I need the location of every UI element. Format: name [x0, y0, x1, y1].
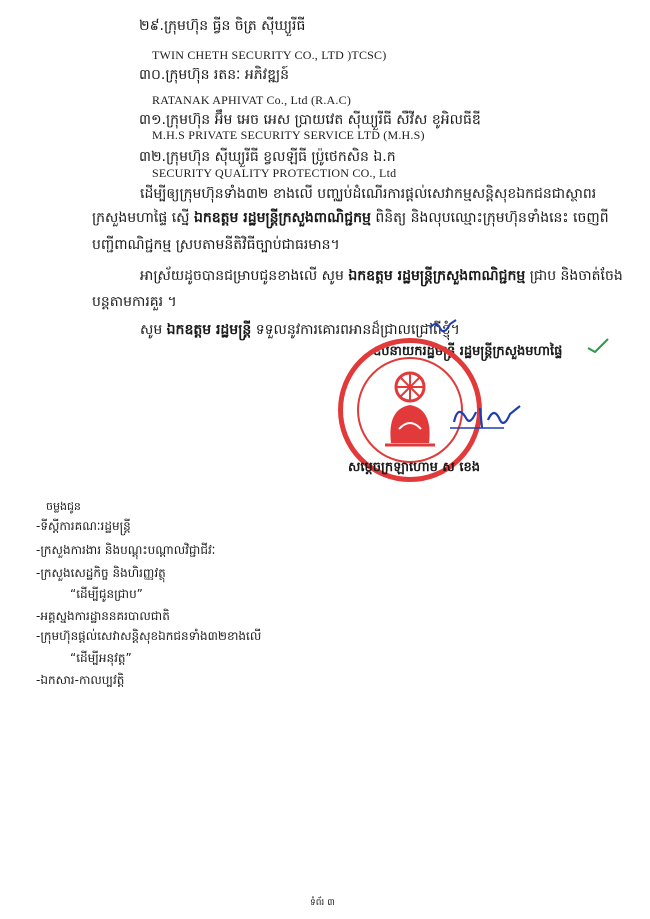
cc-note: “ដើម្បីជូនជ្រាប”: [70, 587, 143, 601]
company-29-kh: ២៩.ក្រុមហ៊ុន ធ្វីន ចិត្រ ស៊ីឃ្យួរីធី: [139, 18, 306, 34]
signatory-title: ឧបនាយករដ្ឋមន្ត្រី រដ្ឋមន្ត្រីក្រសួងមហាផ្ទៃ: [373, 344, 563, 359]
para2-line2: បន្តតាមការគួរ ។: [92, 294, 177, 310]
signatory-name: សម្តេចក្រឡាហោម ស ខេង: [348, 460, 480, 475]
pen-tick-mark: [585, 336, 611, 356]
cc-item: -ក្រសួងការងារ និងបណ្តុះបណ្តាលវិជ្ជាជីវៈ: [36, 543, 216, 557]
para1-line3: បញ្ជីពាណិជ្ជកម្ម ស្របតាមនីតិវិធីច្បាប់ជាធរមាន។: [92, 237, 340, 253]
minister-commerce-title: ឯកឧត្តម រដ្ឋមន្ត្រីក្រសួងពាណិជ្ជកម្ម: [348, 268, 526, 284]
para3-text: សូម: [140, 322, 167, 338]
para1-line1: ដើម្បីឲ្យក្រុមហ៊ុនទាំង៣២ ខាងលើ បញ្ឈប់ដំណើរការផ្តល់សេវាកម្មសន្តិសុខឯកជនជាស្ថាពរ: [140, 186, 597, 202]
company-31-en: M.H.S PRIVATE SECURITY SERVICE LTD (M.H.S): [152, 128, 425, 142]
para1-line2: [92, 206, 609, 230]
para3-text: ទទួលនូវការគោរពអានដ៏ជ្រាលជ្រៅពីខ្ញុំ។: [251, 322, 460, 338]
minister-title: ឯកឧត្តម រដ្ឋមន្ត្រី: [166, 322, 252, 338]
company-29-en: TWIN CHETH SECURITY CO., LTD )TCSC): [152, 48, 387, 62]
cc-item: -ទីស្តីការគណៈរដ្ឋមន្ត្រី: [36, 519, 131, 533]
para2-text: ជ្រាប និងចាត់ចែង: [525, 268, 623, 284]
handwritten-signature: [448, 398, 528, 434]
cc-item: -ក្រសួងសេដ្ឋកិច្ច និងហិរញ្ញវត្ថុ: [36, 566, 166, 580]
para1-text: ក្រសួងមហាផ្ទៃ ស្នើ: [92, 210, 194, 226]
company-30-en: RATANAK APHIVAT Co., Ltd (R.A.C): [152, 93, 352, 107]
company-32-kh: ៣២.ក្រុមហ៊ុន ស៊ីឃ្យួរីធី ខ្វលឡីធី ប្រ៉ូថេកសិន ឯ.ក: [139, 149, 396, 165]
cc-title: ចម្លងជូន: [46, 500, 81, 513]
page-number: ទំព័រ ៣: [310, 898, 335, 908]
pen-tick-mark: [428, 318, 458, 336]
company-32-en: SECURITY QUALITY PROTECTION CO., Ltd: [152, 166, 397, 180]
company-30-kh: ៣០.ក្រុមហ៊ុន រតនៈ អភិវឌ្ឍន៍: [139, 67, 290, 83]
company-31-kh: ៣១.ក្រុមហ៊ុន អ៊ឹម អេច អេស ប្រាយវេត ស៊ីឃ្យួរីធី សឺវីស ខូអិលធីឌី: [139, 112, 481, 128]
cc-item: -ឯកសារ-កាលប្បវត្តិ: [36, 673, 125, 687]
para2-text: អាស្រ័យដូចបានជម្រាបជូនខាងលើ សូម: [140, 268, 349, 284]
minister-commerce-title: ឯកឧត្តម រដ្ឋមន្ត្រីក្រសួងពាណិជ្ជកម្ម: [193, 210, 371, 226]
para1-text: ពិនិត្យ និងលុបឈ្មោះក្រុមហ៊ុនទាំងនេះ ចេញពី: [370, 210, 609, 226]
cc-note: “ដើម្បីអនុវត្ត”: [70, 651, 132, 665]
cc-item: -ក្រុមហ៊ុនផ្តល់សេវាសន្តិសុខឯកជនទាំង៣២ខាងលើ: [36, 629, 262, 643]
para2-line1: [140, 264, 623, 288]
cc-item: -អគ្គស្នងការដ្ឋាននគរបាលជាតិ: [36, 609, 170, 623]
stamp-emblem-icon: [377, 369, 443, 449]
